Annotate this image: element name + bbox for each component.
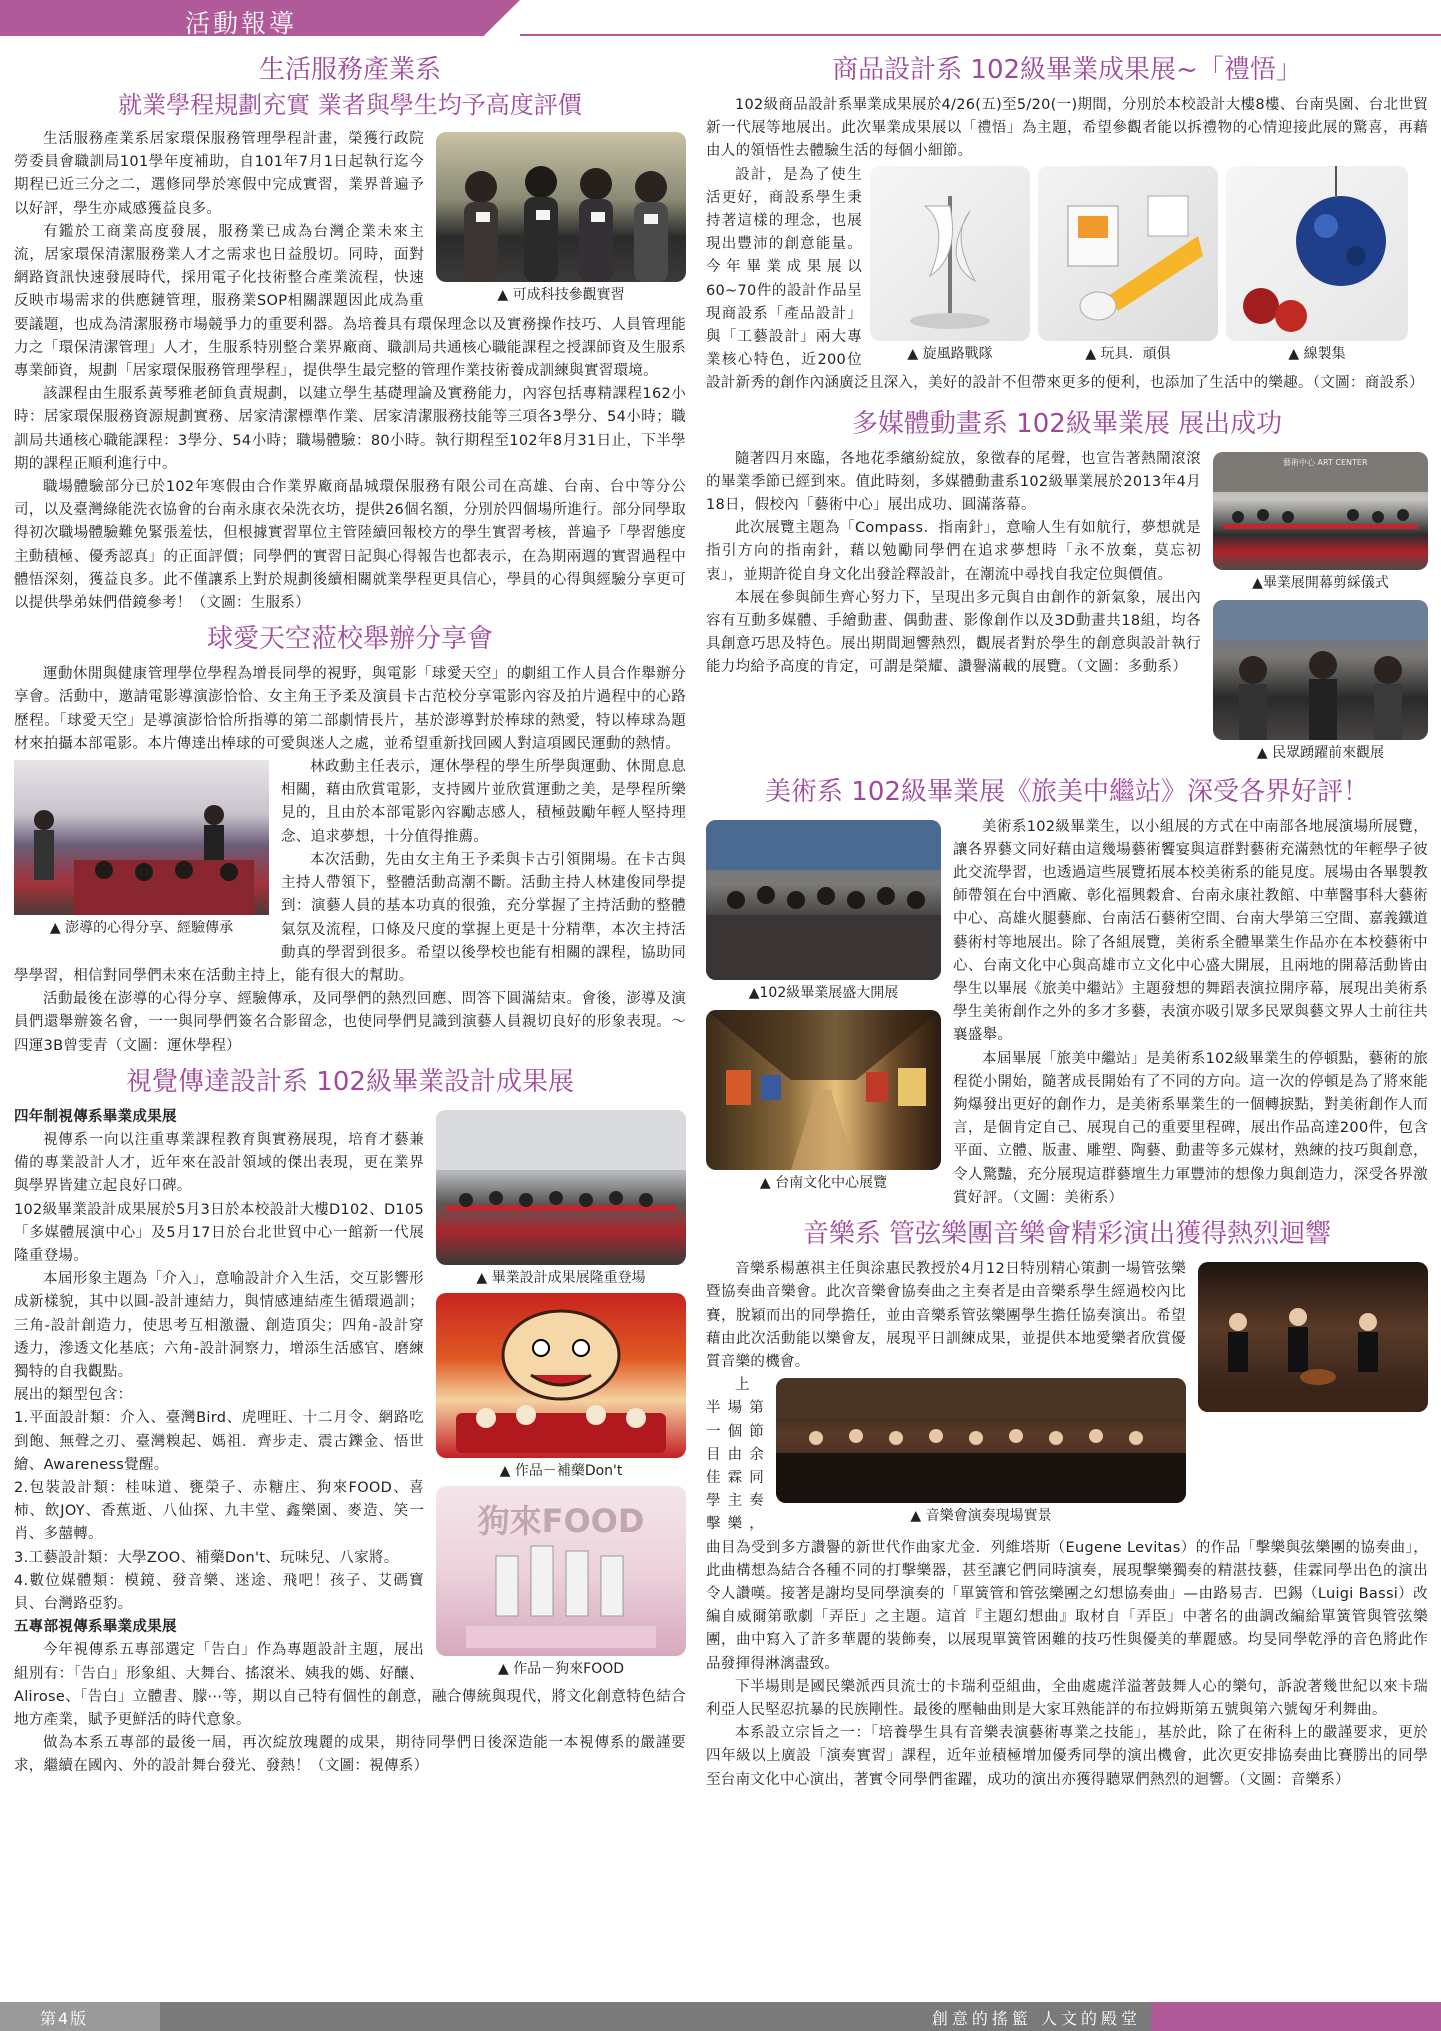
footer-accent <box>1151 2002 1441 2031</box>
paragraph: 林政勳主任表示，運休學程的學生所學與運動、休閒息息相關，藉由欣賞電影，支持國片並欣賞運動之美，是學程所樂見的，且由於本部電影內容勵志感人，積極鼓勵年輕人堅持理念、追求夢想，十分值得推薦。 <box>281 759 686 845</box>
cartoon-face-icon <box>436 1293 686 1458</box>
left-column <box>14 52 686 1785</box>
photo-opening-ceremony <box>436 1110 686 1265</box>
photo-caption: ▲ 旋風路戰隊 <box>907 345 993 362</box>
photo-caption: ▲ 畢業設計成果展隆重登場 <box>476 1269 646 1286</box>
photo-caption: ▲ 澎導的心得分享、經驗傳承 <box>49 920 234 937</box>
paragraph: 今年視傳系五專部選定「告白」作為專題設計主題，展出組別有：「告白」形象組、大舞台、搖滾米、姨我的媽、好釀、Alirose、「告白」立體書、朦⋯等，期以自己特有個性的創意，融合傳統與現代，將文化創意特色結合地方產業，賦予更鮮活的時代意象。 <box>14 1642 686 1728</box>
art-center-sign: 藝術中心 ART CENTER <box>1283 457 1368 467</box>
product-body <box>706 164 1428 396</box>
article-title: 球愛天空蒞校舉辦分享會 <box>206 624 493 655</box>
orchestra-figures <box>1198 1262 1428 1412</box>
photo-group <box>706 820 941 980</box>
figure-bead <box>1226 166 1408 365</box>
photo-caption: ▲ 作品－補藥Don't <box>499 1462 623 1479</box>
figure-sharing <box>14 760 269 939</box>
footer-motto: 創意的搖籃 人文的殿堂 <box>931 2009 1141 2028</box>
paragraph: 職場體驗部分已於102年寒假由合作業界廠商晶城環保服務有限公司在高雄、台南、台中等分公司，以及臺灣綠能洗衣協會的台南永康衣朵洗衣坊，提供26個名額，分別於四個場所進行。部分同學取得初次職場體驗難免緊張羞怯，但根據實習單位主管陸續回報校方的學生實習考核，普遍予「學習態度主動積極、優秀認真」的正面評價；同學們的實習日記與心得報告也都表示，在為期兩週的實習過程中體悟深刻，獲益良多。此不僅讓系上對於規劃後續相關就業學程更具信心，學員的心得與經驗分享更可以提供學弟妹們借鏡參考！（文圖：生服系） <box>14 479 686 612</box>
toy-icon <box>1038 166 1218 341</box>
article-vcd <box>14 1064 686 1779</box>
figure-music-top <box>1198 1262 1428 1412</box>
paragraph: 本屆畢展「旅美中繼站」是美術系102級畢業生的停頓點，藝術的旅程從小開始，隨著成長開始有了不同的方向。這一次的停頓是為了將來能夠爆發出更好的創作力，是美術系畢業生的一個轉捩點，對美術創作人而言，是個肯定自己、展現自己的重要里程碑，展出作品高達200件，包含平面、立體、版畫、雕塑、陶藝、動畫等多元媒材，熟練的技巧與創意，令人驚豔，充分展現這群藝壇生力軍豐沛的想像力與創造力，深受各界激賞好評。（文圖：美術系） <box>953 1050 1428 1206</box>
footer <box>0 2002 1441 2031</box>
paragraph: 運動休閒與健康管理學位學程為增長同學的視野，與電影「球愛天空」的劇組工作人員合作舉辦分享會。活動中，邀請電影導演澎恰恰、女主角王予柔及演員卡古范校分享電影內容及拍片過程中的心路歷程。「球愛天空」是導演澎恰恰所指導的第二部劇情長片，基於澎導對於棒球的熱愛，特以棒球為題材來拍攝本部電影。本片傳達出棒球的可愛與迷人之處，並希望重新找回國人對這項國民運動的熱情。 <box>14 666 686 752</box>
page-number: 第4版 <box>40 2009 89 2028</box>
audience-figures <box>14 760 269 915</box>
figure-vcd-set <box>436 1110 686 1680</box>
article-art <box>706 774 1428 1210</box>
paragraph: 1.平面設計類：介入、臺灣Bird、虎哩旺、十二月令、網路吃到飽、無聲之刃、臺灣糗起、媽祖．齊步走、震古鑠金、悟世繪、Awareness覺醒。 <box>14 1410 424 1473</box>
figure-toy <box>1038 166 1218 365</box>
visitors-figures <box>1213 600 1428 740</box>
article-title: 生活服務產業系 <box>258 55 441 85</box>
paragraph: 本屆形象主題為「介入」，意喻設計介入生活，交互影響形成新樣貌，其中以圓-設計連結力，與情感連結產生循環過訓；三角-設計創造力，使思考互相激盪、創造頂尖；四角-設計穿透力，滲透文化基底；六角-設計洞察力，增添生活感官、磨練獨特的自我觀點。 <box>14 1271 424 1380</box>
figure-visit <box>436 132 686 306</box>
paragraph: 102級商品設計系畢業成果展於4/26(五)至5/20(一)期間，分別於本校設計大樓8樓、台南吳園、台北世貿新一代展等地展出。此次畢業成果展以「禮悟」為主題，希望參觀者能以拆禮物的心情迎接此展的驚喜，再藉由人的領悟性去體驗生活的每個小細節。 <box>706 97 1428 160</box>
photo-visitors <box>1213 600 1428 740</box>
photo-caption: ▲102級畢業展盛大開展 <box>748 984 899 1001</box>
paragraph: 本系設立宗旨之一：「培養學生具有音樂表演藝術專業之技能」，基於此，除了在術科上的嚴謹要求，更於四年級以上廣設「演奏實習」課程，近年並積極增加優秀同學的演出機會，此次更安排協奏曲比賽勝出的同學至台南文化中心演出，著實令同學們雀躍，成功的演出亦獲得聽眾們熱烈的迴響。（文圖：音樂系） <box>706 1725 1428 1788</box>
paragraph: 做為本系五專部的最後一屆，再次綻放瑰麗的成果，期待同學們日後深造能一本視傳系的嚴謹要求，繼續在國內、外的設計舞台發光、發熱！（文圖：視傳系） <box>14 1735 686 1775</box>
figure-windmill <box>870 166 1030 365</box>
section-subheading: 五專部視傳系畢業成果展 <box>14 1619 177 1636</box>
photo-caption: ▲ 作品－狗來FOOD <box>497 1660 625 1677</box>
photo-toy <box>1038 166 1218 341</box>
top-rule <box>520 34 1441 36</box>
paragraph: 本展在參與師生齊心努力下，呈現出多元與自由創作的新氣象，展出內容有互動多媒體、手繪動畫、偶動畫、影像創作以及3D動畫共18組，均各具創意巧思及特色。展出期間迴響熱烈，觀展者對於學生的創意與設計執行能力均給予高度的肯定，可謂是榮耀、讚譽滿載的展覽。（文圖：多動系） <box>706 589 1201 676</box>
photo-dont-artwork <box>436 1293 686 1458</box>
photo-windmill <box>870 166 1030 341</box>
windmill-icon <box>870 166 1030 341</box>
photo-caption: ▲ 台南文化中心展覽 <box>759 1174 888 1191</box>
photo-caption: ▲ 玩具．頑俱 <box>1085 345 1171 362</box>
students-figures <box>436 132 686 282</box>
photo-students-visit <box>436 132 686 282</box>
photo-bead <box>1226 166 1408 341</box>
section-subheading: 四年制視傳系畢業成果展 <box>14 1108 177 1125</box>
article-title: 視覺傳達設計系 102級畢業設計成果展 <box>126 1066 574 1097</box>
photo-caption: ▲ 民眾踴躍前來觀展 <box>1256 744 1385 761</box>
paragraph: 上半場第一個節目由余佳霖同學主奏擊樂，曲目為受到多方讚譽的新世代作曲家尤金．列維塔斯（Eugene Levitas）的作品「擊樂與弦樂團的協奏曲」，此曲構想為結合各種不同的打擊樂器，甚至讓它們同時演奏，展現擊樂獨奏的精湛技藝，佳霖同學出色的演出令人讚嘆。接著是謝均旻同學演奏的「單簧管和管弦樂團之幻想協奏曲」—由路易吉．巴錫（Luigi Bassi）改編自威爾第歌劇「弄臣」之主題。這首『主題幻想曲』取材自「弄臣」中著名的曲調改編給單簧管與管弦樂團，曲中寫入了許多華麗的裝飾奏，以展現單簧管困難的技巧性與優美的華麗感。均旻同學乾淨的音色將此作品發揮得淋漓盡致。 <box>706 1377 1428 1672</box>
paragraph: 102級畢業設計成果展於5月3日於本校設計大樓D102、D105「多媒體展演中心」及5月17日於台北世貿中心一館新一代展隆重登場。 <box>14 1201 424 1264</box>
paragraph: 音樂系楊蕙祺主任與涂惠民教授於4月12日特別精心策劃一場管弦樂暨協奏曲音樂會。此次音樂會協奏曲之主奏者是由音樂系學生經過校內比賽，脫穎而出的同學擔任，並由音樂系管弦樂團學生擔任協奏演出。希望藉由此次活動能以樂會友，展現平日訓練成果，並提供本地愛樂者欣賞優質音樂的機會。 <box>706 1261 1186 1370</box>
figure-animation-set <box>1213 452 1428 764</box>
paragraph: 視傳系一向以注重專業課程教育與實務展現，培育才藝兼備的專業設計人才，近年來在設計領域的傑出表現，更在業界與學界皆建立起良好口碑。 <box>14 1131 424 1195</box>
right-column <box>706 52 1428 1798</box>
article-title: 商品設計系 102級畢業成果展~「禮悟」 <box>832 55 1302 85</box>
product-photos <box>870 166 1428 365</box>
photo-caption: ▲ 音樂會演奏現場實景 <box>910 1508 1052 1525</box>
music-body <box>706 1374 1428 1792</box>
article-title: 美術系 102級畢業展《旅美中繼站》深受各界好評！ <box>765 776 1369 807</box>
section-banner <box>0 0 520 36</box>
paragraph: 活動最後在澎導的心得分享、經驗傳承，及同學們的熱烈回應、問答下圓滿結束。會後，澎導及演員們還舉辦簽名會，一一與同學們簽名合影留念，也使同學們見識到演藝人員親切良好的形象表現。～四運3B曾雯青（文圖：運休學程） <box>14 991 686 1054</box>
paragraph: 本次活動，先由女主角王予柔與卡古引領開場。在卡古與主持人帶領下，整體活動高潮不斷。活動主持人林建俊同學提到：演藝人員的基本功真的很強，充分掌握了主持活動的整體氣氛及流程，口條及尺度的掌握上更是十分精準，本次主持活動真的學習到很多。希望以後學校也能有相關的課程，協助同學學習，相信對同學們未來在活動主持上，能有很大的幫助。 <box>14 851 686 984</box>
footer-page-box <box>0 2002 160 2031</box>
paragraph: 有鑑於工商業高度發展，服務業已成為台灣企業未來主流，居家環保清潔服務業人才之需求也日益殷切。同時，面對網路資訊快速發展時代，採用電子化技術整合產業流程，快速反映市場需求的供應鏈管理，服務業SOP相關課題因此成為重要議題，也成為清潔服務市場競爭力的重要利器。為培養具有環保理念以及實務操作技巧、人員管理能力之「環保清潔管理」人才，生服系特別整合業界廠商、職訓局共通核心職能課程之授課師資及生服系專業師資，規劃「居家環保服務管理學程」，提供學生最完整的管理作業技術養成訓練與實習環境。 <box>14 223 686 380</box>
paragraph: 下半場則是國民樂派西貝流士的卡瑞利亞組曲，全曲處處洋溢著鼓舞人心的樂句，訴說著幾世紀以來卡瑞利亞人民堅忍抗暴的民族剛性。最後的壓軸曲則是大家耳熟能詳的布拉姆斯第五號與第六號匈牙利舞曲。 <box>706 1678 1428 1718</box>
orchestra-wide-figures <box>776 1378 1186 1503</box>
paragraph: 4.數位媒體類：模鏡、發音樂、迷途、飛吧！孩子、艾碼寶貝、台灣路亞豹。 <box>14 1572 424 1612</box>
photo-caption: ▲畢業展開幕剪綵儀式 <box>1252 574 1389 591</box>
article-music <box>706 1216 1428 1792</box>
article-subtitle: 就業學程規劃充實 業者與學生均予高度評價 <box>118 91 582 119</box>
ceremony-figures <box>436 1110 686 1265</box>
article-animation <box>706 406 1428 768</box>
paragraph: 展出的類型包含： <box>14 1387 133 1404</box>
article-title: 音樂系 管弦樂團音樂會精彩演出獲得熱烈迴響 <box>802 1219 1332 1250</box>
figure-music-wide <box>776 1378 1186 1527</box>
photo-caption: ▲ 可成科技參觀實習 <box>497 287 625 303</box>
paragraph: 美術系102級畢業生，以小組展的方式在中南部各地展演場所展覽，讓各界藝文同好藉由這幾場藝術饗宴與這群對藝術充滿熱忱的年輕學子彼此交流學習，也透過這些展覽拓展本校美術系的能見度。展場由各畢製教師帶領在台中酒廠、彰化福興穀倉、台南永康社教館、中華醫事科大藝術中心、高雄火腿藝廊、台南活石藝術空間、台南大學第三空間、嘉義鐵道藝術村等地展出。除了各組展覽，美術系全體畢業生作品亦在本校藝術中心、台南文化中心與高雄市立文化中心盛大開展，且兩地的開幕活動皆由學生以畢展《旅美中繼站》主題發想的舞蹈表演拉開序幕，展現出美術系學生美術創作之外的多才多藝，表演亦吸引眾多民眾與藝文界人士前往共襄盛舉。 <box>953 818 1428 1044</box>
photo-ribbon-cutting <box>1213 452 1428 570</box>
paragraph: 生活服務產業系居家環保服務管理學程計畫，榮獲行政院勞委員會職訓局101學年度補助，自101年7月1日起執行迄今期程已近三分之二，選修同學於寒假中完成實習，業界普遍予以好評，學生亦咸感獲益良多。 <box>14 131 424 217</box>
article-baseball <box>14 621 686 1057</box>
section-label: 活動報導 <box>185 9 298 38</box>
poster-lettering: 狗來FOOD <box>477 1501 645 1540</box>
photo-sharing-session <box>14 760 269 915</box>
paragraph: 此次展覽主題為「Compass．指南針」，意喻人生有如航行，夢想就是指引方向的指南針，藉以勉勵同學們在追求夢想時「永不放棄，莫忘初衷」，並期許從自身文化出發詮釋設計，在潮流中尋找自我定位與價值。 <box>706 520 1201 583</box>
photo-orchestra-close <box>1198 1262 1428 1412</box>
photo-caption: ▲ 線製集 <box>1288 345 1346 362</box>
paragraph: 3.工藝設計類：大學ZOO、補藥Don't、玩味兒、八家將。 <box>14 1549 399 1566</box>
article-title: 多媒體動畫系 102級畢業展 展出成功 <box>851 408 1283 439</box>
gallery-hall-figures <box>706 1010 941 1170</box>
article-product <box>706 52 1428 396</box>
paragraph: 設計，是為了使生活更好，商設系學生秉持著這樣的理念，也展現出豐沛的創意能量。今年畢業成果展以60~70件的設計作品呈現商設系「產品設計」與「工藝設計」兩大專業核心特色，近200位設計新秀的創作內涵廣泛且深入，美好的設計不但帶來更多的便利，也添加了生活中的樂趣。（文圖：商設系） <box>706 166 1424 392</box>
ribbon-cutting-figures <box>1213 452 1428 570</box>
photo-exhibition-hall <box>706 1010 941 1170</box>
photo-food-artwork <box>436 1486 686 1656</box>
article-service <box>14 52 686 615</box>
figure-art-set <box>706 820 941 1194</box>
photo-orchestra-wide <box>776 1378 1186 1503</box>
bead-sculpture-icon <box>1226 166 1408 341</box>
paragraph: 隨著四月來臨，各地花季繽紛綻放，象徵春的尾聲，也宣告著熱鬧滾滾的畢業季節已經到來。值此時刻，多媒體動畫系102級畢業展於2013年4月18日，假校內「藝術中心」展出成功、圓滿落幕。 <box>706 450 1201 514</box>
group-figures <box>706 820 941 980</box>
paragraph: 2.包裝設計類：桂味道、甕榮子、赤糖庄、狗來FOOD、喜柿、飲JOY、香蕉逝、八仙探、九丰堂、鑫樂園、麥造、笑一肖、多囍轉。 <box>14 1479 424 1543</box>
paragraph: 該課程由生服系黃琴雅老師負責規劃，以建立學生基礎理論及實務能力，內容包括專精課程162小時：居家環保服務資源規劃實務、居家清潔標準作業、居家清潔服務技能等三項各3學分、54小時；職訓局共通核心職能課程：3學分、54小時；職場體驗：80小時。執行期程至102年8月31日止，下半學期的課程正順利進行中。 <box>14 386 686 472</box>
